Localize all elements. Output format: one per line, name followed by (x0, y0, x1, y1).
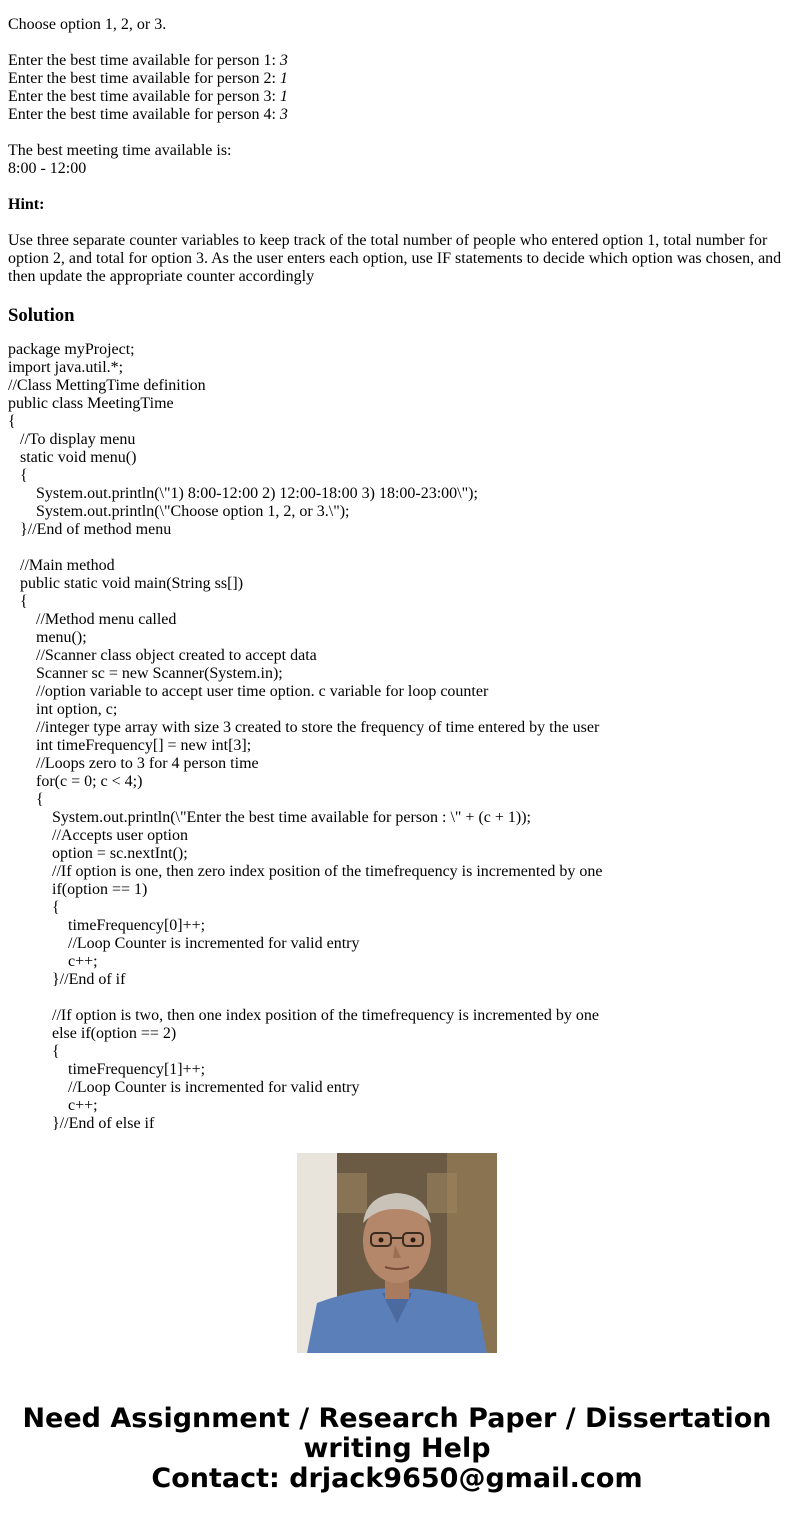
code-line: }//End of if (8, 971, 126, 988)
code-line: int option, c; (8, 701, 118, 718)
code-line: //Accepts user option (8, 827, 188, 844)
code-line: //To display menu (8, 431, 136, 448)
question-section (8, 16, 788, 327)
code-line: c++; (8, 953, 98, 970)
code-line: System.out.println(\"Enter the best time available for person : \" + (c + 1)); (8, 809, 531, 826)
entry-value: 3 (279, 52, 288, 69)
entry-prompt: Enter the best time available for person 2: (8, 70, 280, 87)
code-line: //Scanner class object created to accept data (8, 647, 317, 664)
code-line: for(c = 0; c < 4;) (8, 773, 143, 790)
code-line: { (8, 899, 60, 916)
code-line: static void menu() (8, 449, 137, 466)
code-line: System.out.println(\"Choose option 1, 2, or 3.\"); (8, 503, 350, 520)
entry-value: 1 (279, 70, 288, 87)
code-line: import java.util.*; (8, 359, 124, 376)
entry-line (8, 88, 788, 106)
entry-line (8, 52, 788, 70)
code-line: //Method menu called (8, 611, 177, 628)
code-line (8, 989, 788, 1007)
entry-value: 3 (279, 106, 288, 123)
code-line: { (8, 467, 28, 484)
entry-value: 1 (279, 88, 288, 105)
code-line: { (8, 1043, 60, 1060)
code-line: { (8, 593, 28, 610)
code-line: //Main method (8, 557, 115, 574)
code-line: menu(); (8, 629, 87, 646)
code-line: c++; (8, 1097, 98, 1114)
result-label: The best meeting time available is: (8, 142, 232, 159)
entry-prompt: Enter the best time available for person 4: (8, 106, 280, 123)
code-line: //If option is two, then one index position of the timefrequency is incremented by one (8, 1007, 599, 1024)
code-line: package myProject; (8, 341, 135, 358)
code-line: public class MeetingTime (8, 395, 174, 412)
footer-contact: Contact: drjack9650@gmail.com (151, 1463, 643, 1494)
code-line: //option variable to accept user time option. c variable for loop counter (8, 683, 489, 700)
entry-line (8, 70, 788, 88)
solution-code (8, 341, 788, 1132)
code-line: option = sc.nextInt(); (8, 845, 188, 862)
footer-line-2: writing Help (303, 1433, 491, 1464)
entry-prompt: Enter the best time available for person 3: (8, 88, 280, 105)
footer-banner (0, 1404, 794, 1494)
code-line: public static void main(String ss[]) (8, 575, 244, 592)
code-line: //Loop Counter is incremented for valid entry (8, 1079, 360, 1096)
entry-prompt: Enter the best time available for person 1: (8, 52, 280, 69)
code-line: //Loops zero to 3 for 4 person time (8, 755, 259, 772)
code-line: //If option is one, then zero index position of the timefrequency is incremented by one (8, 863, 603, 880)
choose-prompt: Choose option 1, 2, or 3. (8, 16, 167, 33)
solution-heading: Solution (8, 305, 75, 326)
code-line: }//End of else if (8, 1115, 155, 1132)
code-line: }//End of method menu (8, 521, 172, 538)
avatar (297, 1153, 497, 1353)
code-line: { (8, 413, 16, 430)
code-line: if(option == 1) (8, 881, 148, 898)
code-line: timeFrequency[1]++; (8, 1061, 206, 1078)
hint-title: Hint: (8, 196, 45, 213)
code-line: //integer type array with size 3 created to store the frequency of time entered by the user (8, 719, 600, 736)
entry-list (8, 52, 788, 124)
code-line: { (8, 791, 44, 808)
result-value: 8:00 - 12:00 (8, 160, 87, 177)
code-line: //Loop Counter is incremented for valid entry (8, 935, 360, 952)
code-line (8, 539, 788, 557)
code-line: timeFrequency[0]++; (8, 917, 206, 934)
code-line: Scanner sc = new Scanner(System.in); (8, 665, 283, 682)
hint-text: Use three separate counter variables to keep track of the total number of people who entered option 1, total number for option 2, and total for option 3. As the user enters each option, use IF statements to decide which option was chosen, and then update the appropriate counter accordingly (8, 232, 782, 285)
person-portrait-icon (297, 1153, 497, 1353)
code-line: System.out.println(\"1) 8:00-12:00 2) 12:00-18:00 3) 18:00-23:00\"); (8, 485, 478, 502)
entry-line (8, 106, 788, 124)
code-line: else if(option == 2) (8, 1025, 177, 1042)
code-line: int timeFrequency[] = new int[3]; (8, 737, 252, 754)
code-line: //Class MettingTime definition (8, 377, 206, 394)
footer-line-1: Need Assignment / Research Paper / Dissertation (22, 1403, 772, 1434)
